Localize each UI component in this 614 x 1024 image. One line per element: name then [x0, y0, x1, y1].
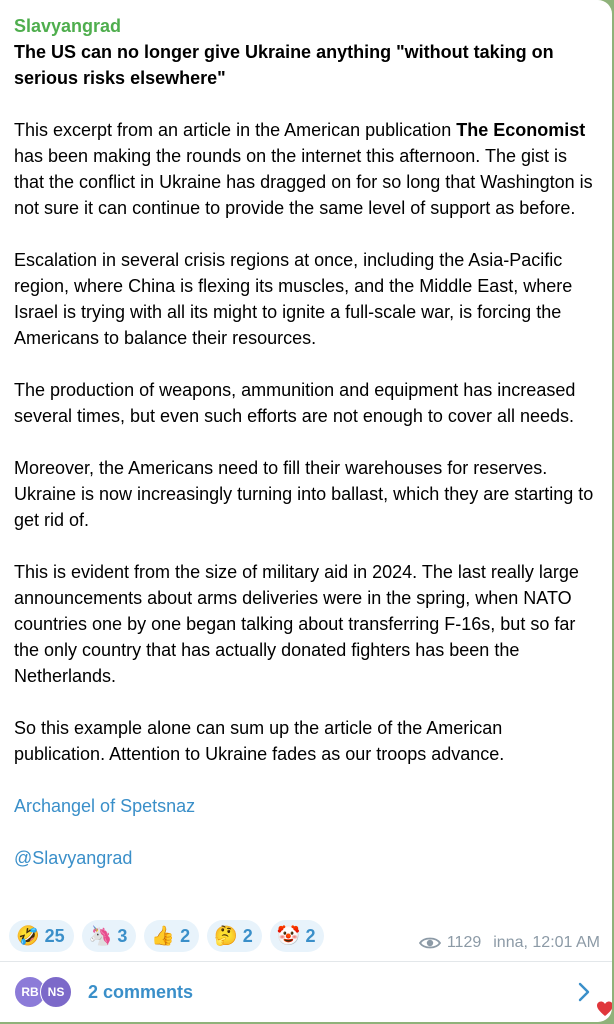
thumbs-up-emoji-icon: 👍 — [151, 925, 176, 947]
reaction-count: 3 — [117, 925, 128, 946]
paragraph-4: Moreover, the Americans need to fill their warehouses for reserves. Ukraine is now increasingly turning into ballast, which they are starting to get rid of. — [14, 458, 594, 530]
link-archangel[interactable]: Archangel of Spetsnaz — [14, 796, 196, 816]
paragraph-2: Escalation in several crisis regions at once, including the Asia-Pacific region, where China is flexing its muscles, and the Middle East, where Israel is trying with all its might to ignite a full-scale war, is forcing the Americans to balance their resources. — [14, 250, 573, 348]
author-timestamp: inna, 12:01 AM — [493, 934, 600, 951]
channel-name[interactable]: Slavyangrad — [14, 16, 122, 36]
reaction-thumbs-up[interactable] — [144, 920, 199, 952]
publication-name: The Economist — [456, 120, 586, 140]
rofl-emoji-icon: 🤣 — [16, 925, 40, 947]
paragraph-5: This is evident from the size of military aid in 2024. The last really large announcements about arms deliveries were in the spring, when NATO countries one by one began talking about transferring F-16s, but so far the only country that has actually donated fighters has been the Netherlands. — [14, 562, 579, 686]
message-meta — [419, 934, 600, 952]
eye-icon — [419, 936, 441, 950]
reaction-thinking[interactable] — [207, 920, 262, 952]
comments-label: 2 comments — [88, 981, 194, 1002]
reactions-bar — [9, 918, 600, 954]
commenter-avatars — [14, 976, 84, 1008]
reaction-rofl[interactable] — [9, 920, 74, 952]
paragraph-1-text-a: This excerpt from an article in the American publication — [14, 120, 457, 140]
chevron-right-icon — [578, 982, 590, 1002]
reaction-unicorn[interactable] — [82, 920, 137, 952]
link-channel-handle[interactable]: @Slavyangrad — [14, 848, 133, 868]
unicorn-emoji-icon: 🦄 — [88, 925, 113, 947]
thinking-emoji-icon: 🤔 — [214, 925, 238, 947]
avatar: NS — [40, 976, 72, 1008]
heart-icon — [596, 1000, 612, 1018]
avatar: RB — [14, 976, 46, 1008]
reaction-count: 25 — [44, 925, 65, 946]
clown-emoji-icon: 🤡 — [276, 925, 301, 947]
view-count: 1129 — [446, 934, 482, 951]
post-title: The US can no longer give Ukraine anything "without taking on serious risks elsewhere" — [14, 42, 554, 88]
comments-button[interactable] — [0, 962, 612, 1022]
reaction-count: 2 — [242, 925, 253, 946]
paragraph-3: The production of weapons, ammunition and equipment has increased several times, but even such efforts are not enough to cover all needs. — [14, 380, 576, 426]
reaction-count: 2 — [180, 925, 191, 946]
paragraph-1-text-b: has been making the rounds on the internet this afternoon. The gist is that the conflict in Ukraine has dragged on for so long that Washington is not sure it can continue to provide the same level of support as before. — [14, 146, 593, 218]
paragraph-1 — [14, 117, 596, 221]
reaction-clown[interactable] — [270, 920, 325, 952]
reaction-count: 2 — [305, 925, 316, 946]
paragraph-6: So this example alone can sum up the article of the American publication. Attention to Ukraine fades as our troops advance. — [14, 718, 505, 764]
